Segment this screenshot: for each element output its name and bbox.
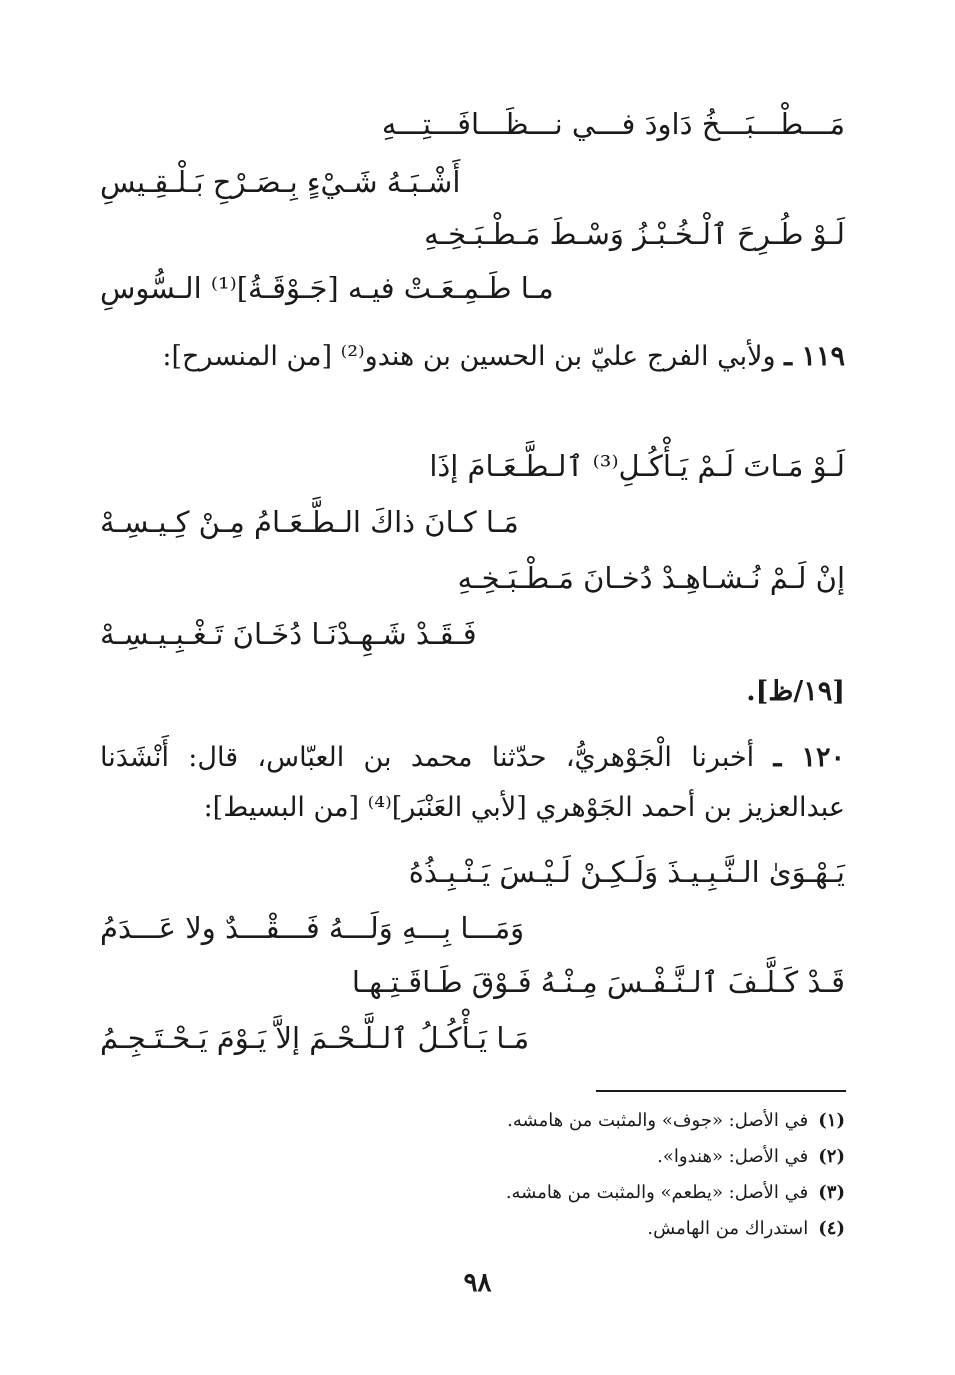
verse-line: لَـوْ طُـرِحَ ٱلْـخُـبْـزُ وَسْـطَ مَـطْـبَـخِـهِ	[424, 217, 845, 251]
footnote	[507, 1108, 845, 1134]
verse-line: مَـا كـانَ ذاكَ الـطَّـعَـامُ مِـنْ كِـيـسِـهْ	[100, 505, 519, 539]
paragraph-text: ولأبي الفرج عليّ بن الحسين بن هندو⁽²⁾ [من المنسرح]:	[162, 341, 776, 372]
verse-line: مَـــطْـــبَـــخُ دَاودَ فـــي نـــظَـــافَـــتِـــهِ	[381, 107, 845, 141]
footnote-separator	[596, 1090, 846, 1092]
footnote-number: (٣)	[818, 1182, 845, 1203]
page-number: ٩٨	[463, 1268, 492, 1298]
verse-line: قَـدْ كَـلَّـفَ ٱلـنَّـفْـسَ مِـنْـهُ فَـوْقَ طَـاقَـتِـهـا	[351, 965, 845, 999]
verse-line: فَـقَـدْ شَـهِـدْنَـا دُخَـانَ تَـغْـبِـيـسِـهْ	[100, 617, 477, 651]
verse-line: يَـهْـوَىٰ الـنَّـبِـيـذَ وَلَـكِـنْ لَـيْـسَ يَـنْـبِـذُهُ	[408, 855, 845, 889]
entry-number: ١١٩ ـ	[784, 341, 845, 372]
footnote	[657, 1144, 845, 1170]
verse-line: مَـا يَـأْكُـلُ ٱلـلَّـحْـمَ إلاَّ يَـوْمَ يَـحْـتَـجِـمُ	[100, 1021, 530, 1055]
footnote-text: في الأصل: «جوف» والمثبت من هامشه.	[507, 1110, 809, 1131]
verse-line: أَشْـبَـهُ شَـيْءٍ بِـصَـرْحِ بَـلْـقِـيسِ	[100, 165, 461, 199]
verse-line: مـا طَـمِـعَـتْ فيـه [جَـوْقَـةُ]⁽¹⁾ الـسُّوسِ	[100, 271, 554, 305]
verse-line: لَـوْ مَـاتَ لَـمْ يَـأْكُـلِ⁽³⁾ ٱلـطَّـعَـامَ إذَا	[429, 449, 845, 483]
footnote-text: في الأصل: «هندوا».	[657, 1146, 809, 1167]
paragraph-119	[100, 332, 845, 382]
footnote	[647, 1216, 845, 1242]
footnote-number: (٢)	[818, 1146, 845, 1167]
verse-line: إنْ لَـمْ نُـشـاهِـدْ دُخـانَ مَـطْـبَـخِـهِ	[457, 561, 845, 595]
footnote-text: استدراك من الهامش.	[647, 1218, 809, 1239]
verse-line: وَمَـــا بِـــهِ وَلَـــهُ فَـــقْـــدٌ ولا عَـــدَمُ	[100, 911, 525, 945]
footnote-text: في الأصل: «يطعم» والمثبت من هامشه.	[505, 1182, 809, 1203]
paragraph-120	[100, 733, 845, 833]
entry-number: ١٢٠ ـ	[773, 742, 845, 773]
footnote-number: (١)	[818, 1110, 845, 1131]
folio-reference: [١٩/ظ].	[746, 676, 845, 707]
footnote	[506, 1180, 845, 1206]
footnote-number: (٤)	[818, 1218, 845, 1239]
paragraph-text: أخبرنا الْجَوْهريُّ، حدّثنا محمد بن العبّاس، قال: أَنْشَدَنا عبدالعزيز بن أحمد الجَوْهري [لأبي العَنْبَر]⁽⁴⁾ [من البسيط]:	[100, 742, 845, 823]
